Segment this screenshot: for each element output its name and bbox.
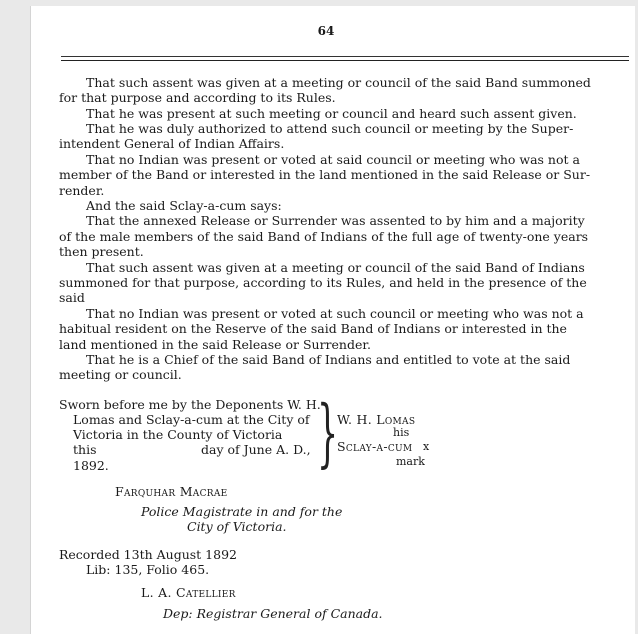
jurat-line: day of June A. D., [201,442,311,457]
document-page [30,6,635,634]
text-line: That no Indian was present or voted at said council or meeting who was not a [86,152,580,167]
signatory-sclay-a-cum: Sclay-a-cum [337,439,413,454]
magistrate-name: Farquhar Macrae [115,484,228,499]
text-line: member of the Band or interested in the land mentioned in the said Release or Sur- [59,167,591,182]
text-line: And the said Sclay-a-cum says: [86,198,282,213]
recorded-folio: Lib: 135, Folio 465. [86,562,210,577]
header-rule-top [61,56,629,57]
registrar-title: Dep: Registrar General of Canada. [163,606,383,621]
jurat-line: Lomas and Sclay-a-cum at the City of [73,412,310,427]
header-rule-bottom [61,60,629,61]
signatory-his: his [393,426,410,439]
jurat-line: Victoria in the County of Victoria [73,427,283,442]
text-line: land mentioned in the said Release or Surrender. [59,337,371,352]
brace-symbol: } [317,390,339,476]
signatory-mark: mark [396,455,425,468]
signatory-x-mark: x [423,440,430,453]
jurat-line: 1892. [73,458,109,473]
magistrate-title: City of Victoria. [187,519,287,534]
text-line: That he was present at such meeting or council and heard such assent given. [86,106,577,121]
text-line: meeting or council. [59,367,182,382]
page-number: 64 [317,24,335,38]
text-line: said [59,290,85,305]
text-line: That such assent was given at a meeting or council of the said Band summoned [86,75,591,90]
text-line: intendent General of Indian Affairs. [59,136,285,151]
magistrate-title: Police Magistrate in and for the [141,504,343,519]
registrar-name: L. A. Catellier [141,585,236,600]
signatory-lomas: W. H. Lomas [337,412,416,427]
text-line: That the annexed Release or Surrender was assented to by him and a majority [86,213,585,228]
jurat-line: Sworn before me by the Deponents W. H. [59,397,321,412]
text-line: habitual resident on the Reserve of the said Band of Indians or interested in the [59,321,567,336]
text-line: for that purpose and according to its Rules. [59,90,336,105]
text-line: of the male members of the said Band of Indians of the full age of twenty-one years [59,229,589,244]
text-line: That no Indian was present or voted at such council or meeting who was not a [86,306,584,321]
text-line: render. [59,183,105,198]
jurat-line: this [73,442,97,457]
text-line: summoned for that purpose, according to its Rules, and held in the presence of the [59,275,587,290]
text-line: That he is a Chief of the said Band of Indians and entitled to vote at the said [86,352,571,367]
text-line: then present. [59,244,144,259]
text-line: That such assent was given at a meeting or council of the said Band of Indians [86,260,585,275]
text-line: That he was duly authorized to attend such council or meeting by the Super- [86,121,574,136]
recorded-date: Recorded 13th August 1892 [59,547,237,562]
